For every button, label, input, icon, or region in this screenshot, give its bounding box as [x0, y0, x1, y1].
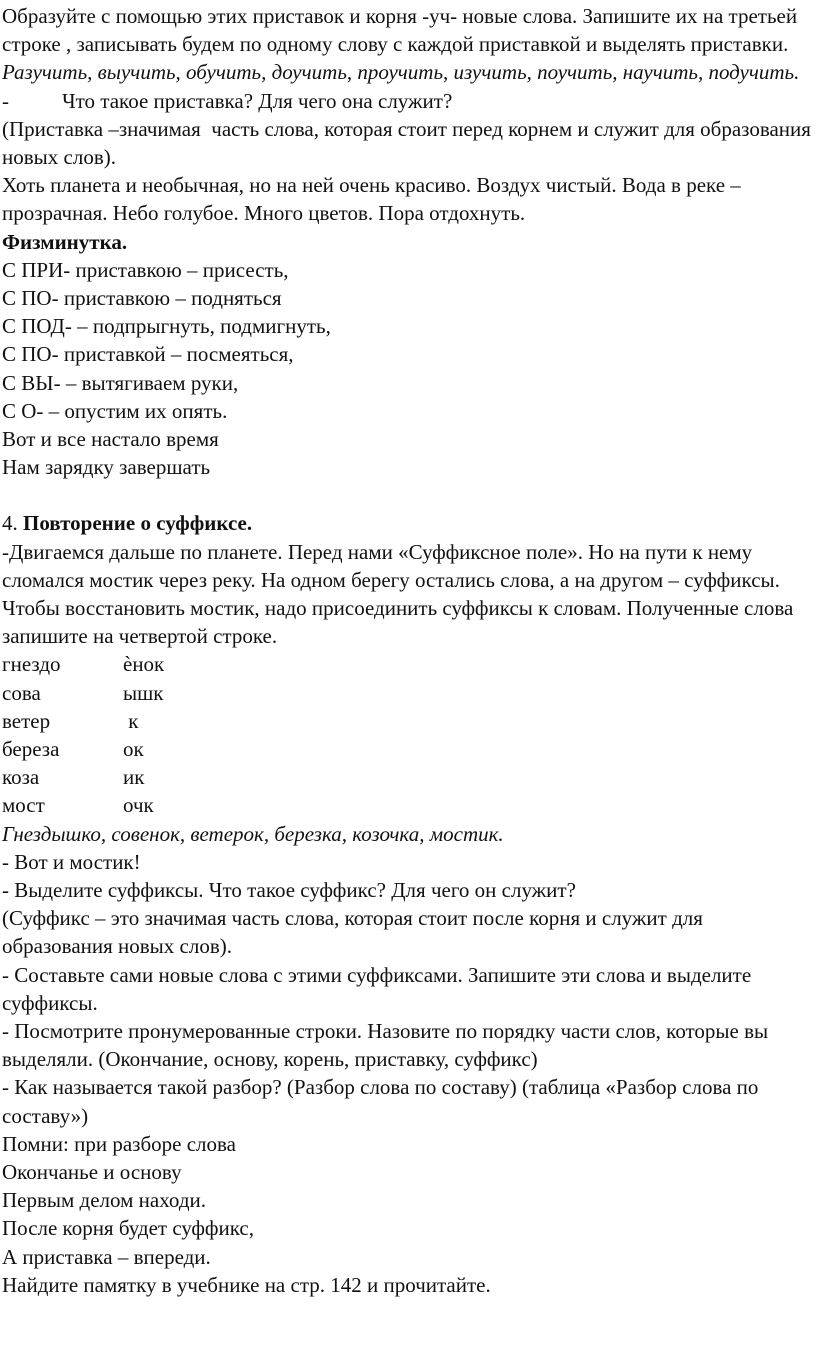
fizminutka-line: С О- – опустим их опять.: [2, 398, 228, 423]
section4-heading: [2, 509, 812, 537]
section4-number: 4.: [2, 511, 18, 536]
task-paragraph: Образуйте с помощью этих приставок и корня -уч- новые слова. Запишите их на третьей строке , записывать будем по одному слову с каждой приставкой и выделять приставки.: [2, 4, 803, 57]
poem-line: После корня будет суффикс,: [2, 1216, 254, 1241]
fizminutka-line: Нам зарядку завершать: [2, 455, 211, 480]
suffix: очк: [123, 793, 154, 818]
fizminutka-line: С ВЫ- – вытягиваем руки,: [2, 370, 239, 395]
fizminutka-line: Вот и все настало время: [2, 427, 219, 452]
word-suffix-row: [2, 650, 812, 678]
word: береза: [2, 737, 60, 762]
answer-suffix-words: Гнездышко, совенок, ветерок, березка, козочка, мостик.: [2, 821, 504, 846]
fizminutka-line: С ПРИ- приставкою – присесть,: [2, 257, 289, 282]
word: гнездо: [2, 652, 61, 677]
suffix: ѐнок: [123, 652, 165, 677]
word-suffix-row: [2, 791, 812, 819]
prefix-definition: (Приставка –значимая часть слова, которая стоит перед корнем и служит для образования новых слов).: [2, 116, 816, 170]
poem-line: Помни: при разборе слова: [2, 1131, 236, 1156]
fizminutka-line: С ПОД- – подпрыгнуть, подмигнуть,: [2, 314, 331, 339]
blank-line: [2, 481, 812, 509]
answer-prefix-words: Разучить, выучить, обучить, доучить, проучить, изучить, поучить, научить, подучить.: [2, 60, 800, 85]
suffix: ок: [123, 737, 144, 762]
final-instruction: Найдите памятку в учебнике на стр. 142 и прочитайте.: [2, 1272, 491, 1297]
suffix: к: [123, 708, 139, 733]
dialog-line: - Выделите суффиксы. Что такое суффикс? Для чего он служит?: [2, 878, 576, 902]
word-suffix-row: [2, 707, 812, 735]
word-suffix-row: [2, 763, 812, 791]
poem-line: Первым делом находи.: [2, 1188, 207, 1213]
dialog-line: - Как называется такой разбор? (Разбор слова по составу) (таблица «Разбор слова по составу»): [2, 1075, 764, 1128]
dialog-line: - Посмотрите пронумерованные строки. Назовите по порядку части слов, которые вы выделяли. (Окончание, основу, корень, приставку, суффикс): [2, 1019, 774, 1072]
fizminutka-line: С ПО- приставкою – подняться: [2, 286, 282, 311]
section4-title: Повторение о суффиксе.: [23, 511, 253, 536]
planet-description: Хоть планета и необычная, но на ней очень красиво. Воздух чистый. Вода в реке – прозрачная. Небо голубое. Много цветов. Пора отдохнуть.: [2, 173, 747, 226]
word: ветер: [2, 708, 51, 733]
dialog-line: - Составьте сами новые слова с этими суффиксами. Запишите эти слова и выделите суффиксы.: [2, 962, 757, 1015]
word: сова: [2, 680, 41, 705]
question-text: Что такое приставка? Для чего она служит?: [62, 88, 453, 113]
prefix-question: [2, 87, 812, 115]
word: мост: [2, 793, 45, 818]
section4-intro: -Двигаемся дальше по планете. Перед нами «Суффиксное поле». Но на пути к нему сломался мостик через реку. На одном берегу остались слова, а на другом – суффиксы. Чтобы восстановить мостик, надо присоединить суффиксы к словам. Полученные слова запишите на четвертой строке.: [2, 539, 799, 649]
fizminutka-title: Физминутка.: [2, 229, 128, 254]
poem-line: А приставка – впереди.: [2, 1244, 211, 1269]
suffix: ышк: [123, 680, 164, 705]
fizminutka-line: С ПО- приставкой – посмеяться,: [2, 342, 294, 367]
question-dash: -: [2, 88, 9, 113]
dialog-line: (Суффикс – это значимая часть слова, которая стоит после корня и служит для образования новых слов).: [2, 906, 709, 959]
word-suffix-row: [2, 735, 812, 763]
dialog-line: - Вот и мостик!: [2, 849, 141, 874]
poem-line: Окончанье и основу: [2, 1160, 182, 1185]
suffix: ик: [123, 765, 145, 790]
word-suffix-row: [2, 679, 812, 707]
word: коза: [2, 765, 40, 790]
